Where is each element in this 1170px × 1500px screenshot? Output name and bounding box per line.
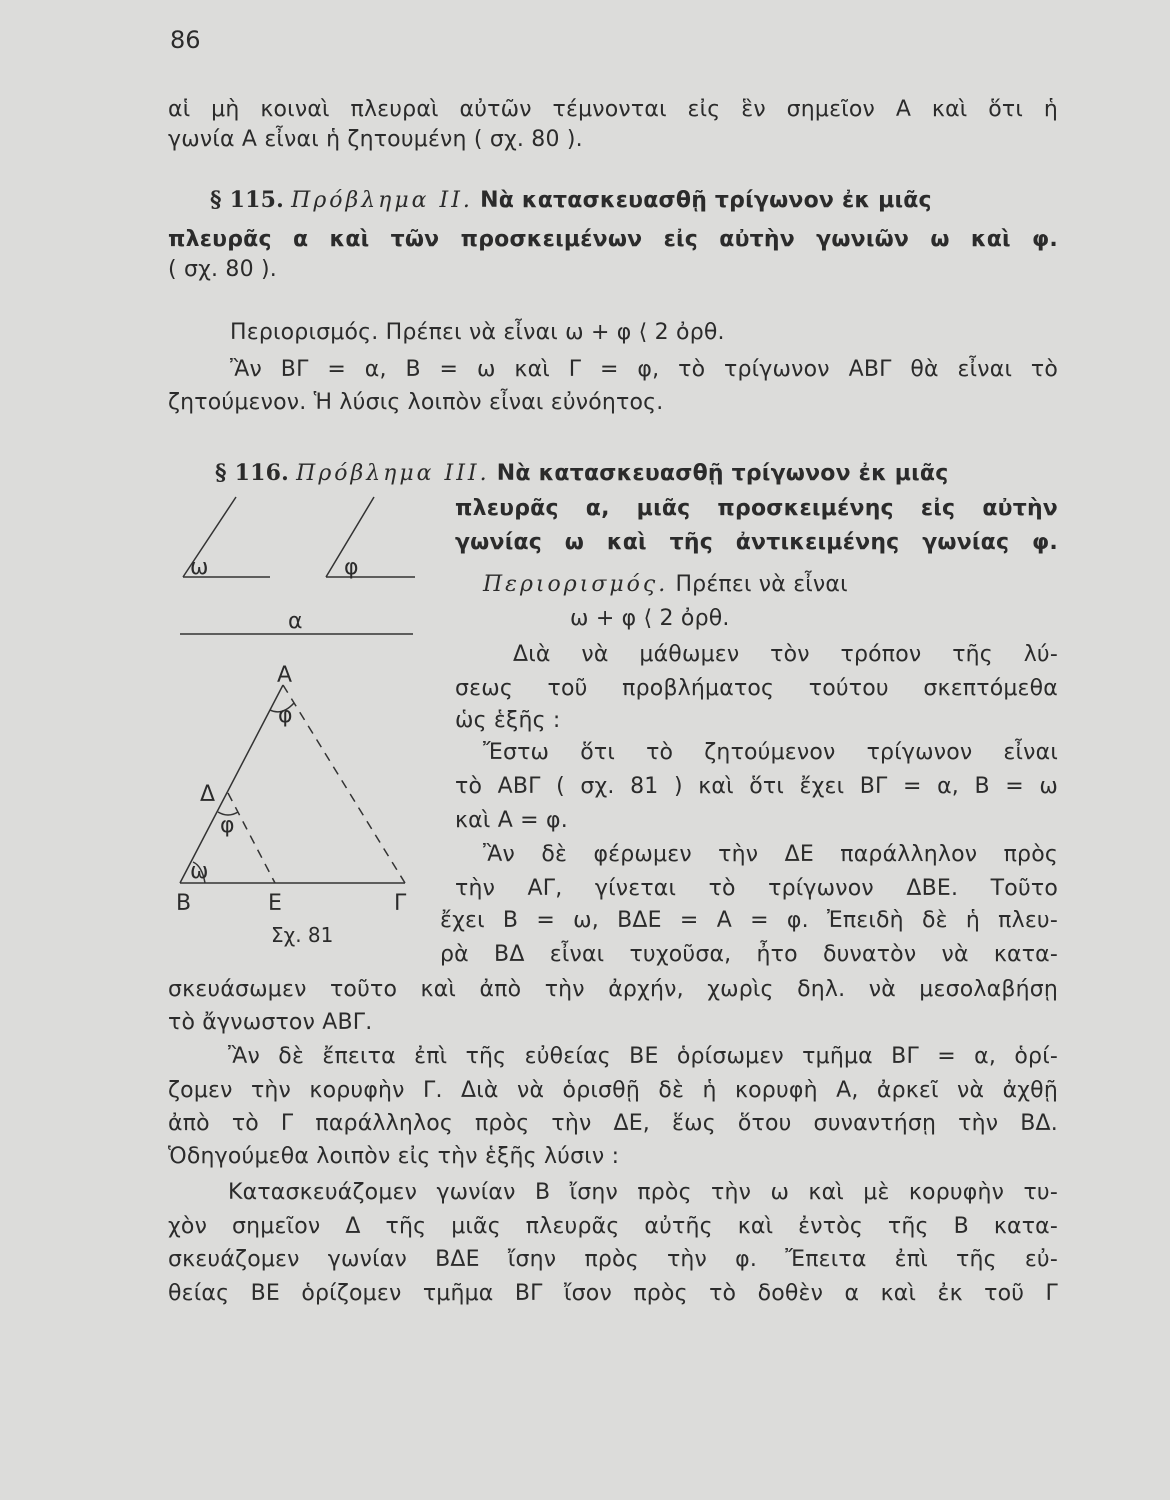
narrow-line-7: Ἂν δὲ φέρωμεν τὴν ΔΕ παράλληλον πρὸς (483, 842, 1058, 867)
angle-omega-label: ω (190, 555, 209, 580)
narrow-line-1: Διὰ νὰ μάθωμεν τὸν τρόπον τῆς λύ- (513, 642, 1058, 667)
section-115-title-1: Νὰ κατασκευασθῇ τρίγωνον ἐκ μιᾶς (480, 188, 932, 213)
periorismos-label: Περιορισμός. (483, 572, 669, 597)
narrow-line-6: καὶ Α = φ. (455, 808, 568, 833)
angle-omega-B-label: ω (190, 859, 209, 884)
section-115-body-1: Ἂν ΒΓ = α, Β = ω καὶ Γ = φ, τὸ τρίγωνον ΑΒΓ θὰ εἶναι τὸ (230, 357, 1058, 382)
section-115-number: § 115. (210, 187, 284, 213)
full-line-10: θείας ΒΕ ὁρίζομεν τμῆμα ΒΓ ἴσον πρὸς τὸ δοθὲν α καὶ ἐκ τοῦ Γ (168, 1281, 1058, 1306)
figure-caption: Σχ. 81 (271, 923, 334, 947)
section-115-title-2: πλευρᾶς α καὶ τῶν προσκειμένων εἰς αὐτὴν γωνιῶν ω καὶ φ. (168, 227, 1058, 252)
full-line-4: ζομεν τὴν κορυφὴν Γ. Διὰ νὰ ὁρισθῇ δὲ ἡ κορυφὴ Α, ἀρκεῖ νὰ ἀχθῇ (168, 1078, 1058, 1103)
narrow-line-2: σεως τοῦ προβλήματος τούτου σκεπτόμεθα (455, 676, 1058, 701)
full-line-5: ἀπὸ τὸ Γ παράλληλος πρὸς τὴν ΔΕ, ἕως ὅτου συναντήσῃ τὴν ΒΔ. (168, 1111, 1058, 1136)
angle-phi-A-label: φ (278, 703, 293, 728)
angle-phi-figure (326, 497, 415, 577)
full-line-3: Ἂν δὲ ἔπειτα ἐπὶ τῆς εὐθείας ΒΕ ὁρίσωμεν τμῆμα ΒΓ = α, ὁρί- (228, 1044, 1058, 1069)
vertex-D-label: Δ (200, 782, 216, 807)
full-line-2: τὸ ἄγνωστον ΑΒΓ. (168, 1010, 373, 1035)
section-116-title-3: γωνίας ω καὶ τῆς ἀντικειμένης γωνίας φ. (455, 530, 1058, 555)
full-line-9: σκευάζομεν γωνίαν ΒΔΕ ἴσην πρὸς τὴν φ. Ἔπειτα ἐπὶ τῆς εὐ- (168, 1247, 1058, 1272)
text-line-1: αἱ μὴ κοιναὶ πλευραὶ αὐτῶν τέμνονται εἰς ἓν σημεῖον Α καὶ ὅτι ἡ (168, 97, 1058, 122)
narrow-line-9: ἔχει Β = ω, ΒΔΕ = Α = φ. Ἐπειδὴ δὲ ἡ πλευ- (440, 908, 1058, 933)
segment-alpha-label: α (288, 609, 303, 634)
periorismos-rest: Πρέπει νὰ εἶναι (675, 572, 848, 597)
vertex-E-label: Ε (268, 891, 282, 916)
section-116-title-2: πλευρᾶς α, μιᾶς προσκειμένης εἰς αὐτὴν (455, 496, 1058, 521)
side-BA (180, 685, 283, 883)
vertex-B-label: Β (176, 891, 192, 916)
full-line-6: Ὁδηγούμεθα λοιπὸν εἰς τὴν ἑξῆς λύσιν : (168, 1144, 620, 1169)
section-115-ref: ( σχ. 80 ). (168, 257, 277, 282)
full-line-7: Κατασκευάζομεν γωνίαν Β ἴσην πρὸς τὴν ω καὶ μὲ κορυφὴν τυ- (228, 1180, 1058, 1205)
angle-phi-D-label: φ (220, 813, 235, 838)
narrow-line-8: τὴν ΑΓ, γίνεται τὸ τρίγωνον ΔΒΕ. Τοῦτο (455, 876, 1058, 901)
narrow-line-5: τὸ ΑΒΓ ( σχ. 81 ) καὶ ὅτι ἔχει ΒΓ = α, Β = ω (455, 774, 1058, 799)
section-116-formula: ω + φ ⟨ 2 ὀρθ. (570, 606, 730, 631)
section-116-title-1: Νὰ κατασκευασθῇ τρίγωνον ἐκ μιᾶς (496, 461, 949, 486)
angle-phi-label: φ (344, 555, 359, 580)
section-115-periorismos: Περιορισμός. Πρέπει νὰ εἶναι ω + φ ⟨ 2 ὀρθ. (230, 320, 725, 345)
text-line-2: γωνία Α εἶναι ἡ ζητουμένη ( σχ. 80 ). (168, 127, 583, 152)
full-line-8: χὸν σημεῖον Δ τῆς μιᾶς πλευρᾶς αὐτῆς καὶ ἐντὸς τῆς Β κατα- (168, 1214, 1058, 1239)
section-116-number: § 116. (215, 460, 289, 486)
section-115-label: Πρόβλημα ΙΙ. (291, 188, 473, 213)
page-number: 86 (170, 26, 201, 54)
side-AG (283, 685, 405, 883)
narrow-line-3: ὡς ἑξῆς : (455, 708, 561, 733)
full-line-1: σκευάσωμεν τοῦτο καὶ ἀπὸ τὴν ἀρχήν, χωρὶς δηλ. νὰ μεσολαβήσῃ (168, 977, 1058, 1002)
section-116-label: Πρόβλημα ΙΙΙ. (296, 461, 490, 486)
narrow-line-4: Ἔστω ὅτι τὸ ζητούμενον τρίγωνον εἶναι (483, 740, 1058, 765)
narrow-line-10: ρὰ ΒΔ εἶναι τυχοῦσα, ἦτο δυνατὸν νὰ κατα- (440, 942, 1058, 967)
section-115-body-2: ζητούμενον. Ἡ λύσις λοιπὸν εἶναι εὐνόητος. (168, 390, 664, 415)
vertex-A-label: Α (277, 663, 293, 688)
segment-DE (228, 793, 275, 883)
vertex-G-label: Γ (394, 891, 407, 916)
